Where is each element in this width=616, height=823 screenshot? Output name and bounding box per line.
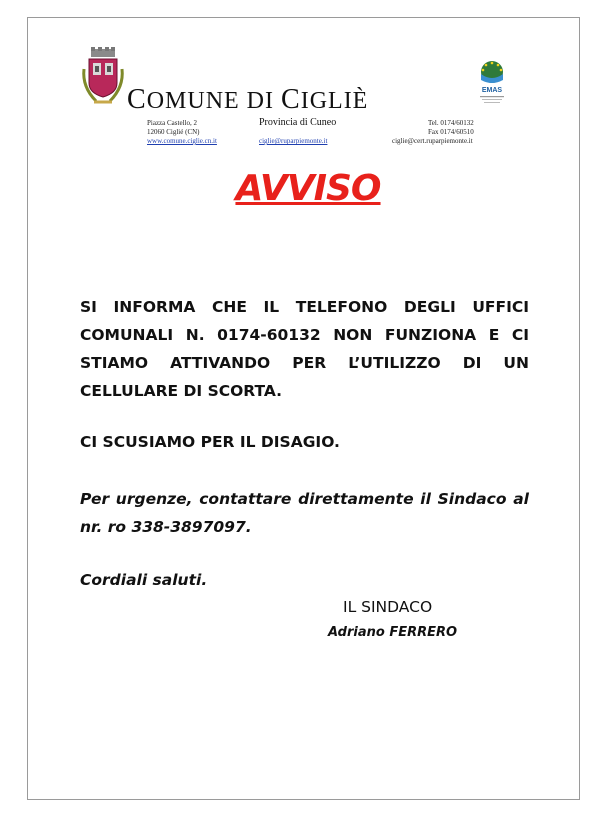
notice-paragraph-1: SI INFORMA CHE IL TELEFONO DEGLI UFFICI COMUNALI N. 0174-60132 NON FUNZIONA E CI STIAMO ATTIVANDO PER L’UTILIZZO DI UN CELLULARE DI SCORTA. (80, 298, 529, 400)
signature-role: IL SINDACO (343, 598, 433, 616)
coat-of-arms-logo (80, 47, 126, 109)
notice-paragraph-2: CI SCUSIAMO PER IL DISAGIO. (80, 433, 340, 451)
notice-paragraph-3: Per urgenze, contattare direttamente il Sindaco al nr. ro 338-3897097. (80, 490, 529, 536)
notice-closing: Cordiali saluti. (80, 571, 208, 589)
fax-number: Fax 0174/60510 (428, 128, 474, 136)
emas-label: EMAS (481, 87, 503, 94)
signature-name: Adriano FERRERO (328, 625, 458, 640)
comune-name: COMUNE DI CIGLIÈ (127, 84, 369, 115)
address-line-1: Piazza Castello, 2 (147, 119, 197, 127)
provincia-label: Provincia di Cuneo (259, 117, 337, 128)
email-link[interactable]: ciglie@ruparpiemonte.it (259, 137, 328, 145)
telephone-number: Tel. 0174/60132 (428, 119, 474, 127)
address-line-2: 12060 Ciglié (CN) (147, 128, 200, 136)
document-page (27, 17, 580, 800)
emas-logo (474, 58, 510, 110)
pec-address: ciglie@cert.ruparpiemonte.it (392, 137, 473, 145)
website-link[interactable]: www.comune.ciglie.cn.it (147, 137, 217, 145)
notice-title: AVVISO (235, 168, 381, 209)
